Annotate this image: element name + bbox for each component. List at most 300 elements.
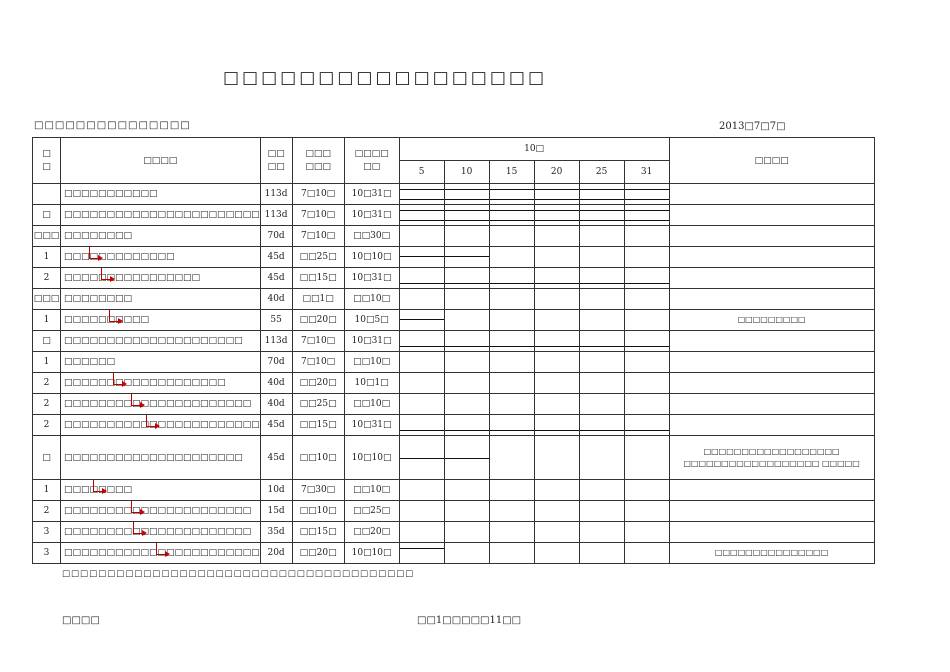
header-duration: □□ □□ xyxy=(260,138,292,184)
gantt-bar xyxy=(400,319,444,320)
remarks xyxy=(669,352,874,373)
dependency-arrow-icon xyxy=(156,549,170,559)
gantt-cell xyxy=(444,247,489,268)
start-date: □□25□ xyxy=(292,394,344,415)
gantt-cell xyxy=(579,543,624,564)
gantt-cell xyxy=(534,436,579,480)
gantt-cell xyxy=(579,226,624,247)
start-date: 7□10□ xyxy=(292,184,344,205)
gantt-cell xyxy=(534,268,579,289)
task-name: □□□□□□□□□□□□□ xyxy=(64,252,175,262)
gantt-cell xyxy=(579,352,624,373)
start-date: □□20□ xyxy=(292,310,344,331)
table-row xyxy=(33,310,875,331)
row-number: 1 xyxy=(33,352,61,373)
remarks xyxy=(669,373,874,394)
dependency-arrow-icon xyxy=(131,507,145,517)
start-date: 7□10□ xyxy=(292,331,344,352)
footer-left: □□□□ xyxy=(62,615,100,626)
task-name: □□□□□□□□ xyxy=(64,294,133,304)
end-date: 10□31□ xyxy=(344,331,399,352)
dependency-arrow-icon xyxy=(113,379,127,389)
duration: 113d xyxy=(260,205,292,226)
gantt-bar xyxy=(400,548,444,549)
header-end: □□□□ □□ xyxy=(344,138,399,184)
gantt-cell xyxy=(534,480,579,501)
task-name-cell xyxy=(61,184,261,205)
task-name: □□□□□□□□□□□ xyxy=(64,189,158,199)
duration: 70d xyxy=(260,226,292,247)
gantt-cell xyxy=(579,331,624,352)
gantt-cell xyxy=(399,480,444,501)
task-name: □□□□□□□□□□ xyxy=(64,315,150,325)
gantt-cell xyxy=(489,352,534,373)
header-name: □□□□ xyxy=(61,138,261,184)
start-date: □□20□ xyxy=(292,543,344,564)
gantt-cell xyxy=(624,373,669,394)
gantt-bar xyxy=(580,210,624,211)
gantt-bar xyxy=(445,430,489,431)
end-date: 10□31□ xyxy=(344,205,399,226)
gantt-bar xyxy=(535,346,579,347)
gantt-cell xyxy=(624,480,669,501)
remarks xyxy=(669,480,874,501)
row-number: 3 xyxy=(33,522,61,543)
gantt-cell xyxy=(624,501,669,522)
gantt-bar xyxy=(580,283,624,284)
start-date: □□15□ xyxy=(292,415,344,436)
row-number: □□□ xyxy=(33,289,61,310)
table-row xyxy=(33,331,875,352)
end-date: □□20□ xyxy=(344,522,399,543)
remarks: □□□□□□□□□ xyxy=(669,310,874,331)
end-date: 10□31□ xyxy=(344,184,399,205)
gantt-cell xyxy=(399,184,444,205)
gantt-cell xyxy=(444,268,489,289)
gantt-cell xyxy=(579,394,624,415)
gantt-cell xyxy=(489,436,534,480)
gantt-bar xyxy=(445,346,489,347)
row-number: □□□ xyxy=(33,226,61,247)
gantt-bar xyxy=(445,210,489,211)
gantt-cell xyxy=(579,373,624,394)
gantt-cell xyxy=(444,394,489,415)
remarks xyxy=(669,205,874,226)
gantt-cell xyxy=(534,501,579,522)
header-day: 20 xyxy=(534,161,579,184)
table-row xyxy=(33,501,875,522)
gantt-cell xyxy=(624,268,669,289)
gantt-cell xyxy=(489,394,534,415)
gantt-bar xyxy=(625,346,669,347)
row-number: 2 xyxy=(33,268,61,289)
start-date: □□1□ xyxy=(292,289,344,310)
gantt-bar xyxy=(490,199,534,200)
gantt-cell xyxy=(624,184,669,205)
gantt-cell xyxy=(399,310,444,331)
gantt-cell xyxy=(489,480,534,501)
start-date: 7□30□ xyxy=(292,480,344,501)
start-date: □□25□ xyxy=(292,247,344,268)
table-row xyxy=(33,289,875,310)
remarks xyxy=(669,247,874,268)
gantt-cell xyxy=(534,415,579,436)
gantt-cell xyxy=(579,480,624,501)
gantt-cell xyxy=(444,480,489,501)
gantt-cell xyxy=(399,373,444,394)
gantt-cell xyxy=(444,415,489,436)
gantt-cell xyxy=(534,247,579,268)
gantt-cell xyxy=(534,289,579,310)
table-row xyxy=(33,352,875,373)
duration: 45d xyxy=(260,268,292,289)
gantt-cell xyxy=(399,394,444,415)
start-date: 7□10□ xyxy=(292,226,344,247)
dependency-arrow-icon xyxy=(109,316,123,326)
start-date: □□10□ xyxy=(292,501,344,522)
gantt-cell xyxy=(534,184,579,205)
gantt-bar xyxy=(400,210,444,211)
gantt-cell xyxy=(624,331,669,352)
end-date: 10□31□ xyxy=(344,415,399,436)
gantt-bar xyxy=(400,189,444,190)
task-name-cell xyxy=(61,268,261,289)
task-name-cell xyxy=(61,205,261,226)
gantt-cell xyxy=(444,436,489,480)
gantt-cell xyxy=(399,268,444,289)
table-row xyxy=(33,415,875,436)
gantt-cell xyxy=(624,226,669,247)
gantt-bar xyxy=(580,430,624,431)
gantt-cell xyxy=(534,352,579,373)
table-row xyxy=(33,543,875,564)
gantt-cell xyxy=(444,184,489,205)
row-number: 2 xyxy=(33,373,61,394)
task-name-cell xyxy=(61,436,261,480)
document-date: 2013□7□7□ xyxy=(719,121,786,132)
duration: 10d xyxy=(260,480,292,501)
gantt-cell xyxy=(579,310,624,331)
table-row xyxy=(33,226,875,247)
gantt-bar xyxy=(400,283,444,284)
gantt-bar xyxy=(625,210,669,211)
task-name-cell xyxy=(61,247,261,268)
end-date: 10□1□ xyxy=(344,373,399,394)
remarks xyxy=(669,394,874,415)
gantt-cell xyxy=(579,268,624,289)
end-date: 10□10□ xyxy=(344,247,399,268)
task-name: □□□□□□□□□□□□□□□□□□□□□□□ xyxy=(64,420,260,430)
task-name: □□□□□□□□□□□□□□□□□□□□□□□ xyxy=(64,548,260,558)
remarks xyxy=(669,522,874,543)
footnote: □□□□□□□□□□□□□□□□□□□□□□□□□□□□□□□□□□□□□□□ xyxy=(62,569,415,579)
gantt-cell xyxy=(399,205,444,226)
task-name: □□□□□□□□□□□□□□□□□□□□□□□ xyxy=(64,210,260,220)
duration: 45d xyxy=(260,436,292,480)
row-number: 2 xyxy=(33,501,61,522)
gantt-cell xyxy=(444,226,489,247)
gantt-cell xyxy=(624,522,669,543)
gantt-cell xyxy=(624,543,669,564)
gantt-bar xyxy=(445,199,489,200)
gantt-bar xyxy=(490,430,534,431)
company-subheader: □□□□□□□□□□□□□□□ xyxy=(34,120,191,131)
gantt-bar xyxy=(580,220,624,221)
gantt-bar xyxy=(535,210,579,211)
dependency-arrow-icon xyxy=(131,400,145,410)
remarks xyxy=(669,331,874,352)
gantt-bar xyxy=(445,256,489,257)
row-number: 2 xyxy=(33,415,61,436)
gantt-cell xyxy=(489,289,534,310)
gantt-bar xyxy=(400,220,444,221)
table-row xyxy=(33,480,875,501)
task-name: □□□□□□ xyxy=(64,357,116,367)
gantt-bar xyxy=(625,199,669,200)
gantt-bar xyxy=(535,283,579,284)
gantt-cell xyxy=(399,415,444,436)
gantt-cell xyxy=(579,415,624,436)
remarks: □□□□□□□□□□□□□□□□□□ □□□□□□□□□□□□□□□□□□ □□□□□ xyxy=(669,436,874,480)
gantt-cell xyxy=(444,352,489,373)
gantt-bar xyxy=(400,346,444,347)
row-number: □ xyxy=(33,436,61,480)
duration: 113d xyxy=(260,184,292,205)
gantt-cell xyxy=(534,394,579,415)
task-name: □□□□□□□□□□□□□□□□□□□□□ xyxy=(64,452,243,463)
gantt-cell xyxy=(489,184,534,205)
row-number: 1 xyxy=(33,480,61,501)
gantt-bar xyxy=(490,346,534,347)
end-date: □□10□ xyxy=(344,480,399,501)
gantt-cell xyxy=(624,352,669,373)
duration: 55 xyxy=(260,310,292,331)
gantt-cell xyxy=(399,289,444,310)
gantt-cell xyxy=(489,268,534,289)
start-date: □□20□ xyxy=(292,373,344,394)
end-date: □□30□ xyxy=(344,226,399,247)
gantt-bar xyxy=(535,189,579,190)
gantt-bar xyxy=(445,283,489,284)
gantt-cell xyxy=(489,415,534,436)
gantt-cell xyxy=(489,522,534,543)
task-name-cell xyxy=(61,373,261,394)
row-number xyxy=(33,184,61,205)
gantt-bar xyxy=(490,283,534,284)
gantt-cell xyxy=(534,522,579,543)
duration: 20d xyxy=(260,543,292,564)
row-number: □ xyxy=(33,205,61,226)
dependency-arrow-icon xyxy=(93,486,107,496)
gantt-cell xyxy=(444,522,489,543)
remarks xyxy=(669,226,874,247)
task-name: □□□□□□□□ xyxy=(64,485,133,495)
start-date: □□15□ xyxy=(292,522,344,543)
end-date: 10□5□ xyxy=(344,310,399,331)
end-date: □□10□ xyxy=(344,352,399,373)
task-name-cell xyxy=(61,480,261,501)
gantt-cell xyxy=(489,373,534,394)
remarks xyxy=(669,184,874,205)
gantt-bar xyxy=(580,199,624,200)
gantt-cell xyxy=(399,352,444,373)
gantt-cell xyxy=(444,331,489,352)
remarks: □□□□□□□□□□□□□□□ xyxy=(669,543,874,564)
gantt-cell xyxy=(444,373,489,394)
gantt-cell xyxy=(444,205,489,226)
header-month: 10□ xyxy=(399,138,669,161)
header-start: □□□ □□□ xyxy=(292,138,344,184)
gantt-bar xyxy=(625,283,669,284)
task-name: □□□□□□□□□□□□□□□□ xyxy=(64,273,201,283)
task-name: □□□□□□□□□□□□□□□□□□□□□ xyxy=(64,336,243,346)
gantt-bar xyxy=(535,199,579,200)
remarks xyxy=(669,268,874,289)
duration: 40d xyxy=(260,373,292,394)
header-day: 31 xyxy=(624,161,669,184)
duration: 40d xyxy=(260,394,292,415)
gantt-cell xyxy=(489,247,534,268)
start-date: □□15□ xyxy=(292,268,344,289)
gantt-cell xyxy=(624,436,669,480)
gantt-cell xyxy=(579,205,624,226)
gantt-cell xyxy=(489,331,534,352)
duration: 40d xyxy=(260,289,292,310)
table-row xyxy=(33,205,875,226)
gantt-cell xyxy=(579,247,624,268)
header-no: □ □ xyxy=(33,138,61,184)
page-number: □□1□□□□□11□□ xyxy=(417,615,522,626)
gantt-cell xyxy=(399,501,444,522)
gantt-cell xyxy=(579,436,624,480)
gantt-bar xyxy=(625,430,669,431)
gantt-cell xyxy=(489,226,534,247)
gantt-bar xyxy=(445,458,489,459)
schedule-table xyxy=(32,137,875,564)
gantt-bar xyxy=(625,220,669,221)
gantt-bar xyxy=(580,346,624,347)
dependency-arrow-icon xyxy=(101,274,115,284)
table-row xyxy=(33,268,875,289)
gantt-cell xyxy=(534,226,579,247)
gantt-bar xyxy=(535,220,579,221)
duration: 45d xyxy=(260,247,292,268)
header-day: 5 xyxy=(399,161,444,184)
task-name-cell xyxy=(61,394,261,415)
gantt-cell xyxy=(624,415,669,436)
gantt-cell xyxy=(624,247,669,268)
duration: 15d xyxy=(260,501,292,522)
gantt-cell xyxy=(534,543,579,564)
duration: 45d xyxy=(260,415,292,436)
start-date: 7□10□ xyxy=(292,352,344,373)
gantt-cell xyxy=(444,289,489,310)
dependency-arrow-icon xyxy=(89,253,103,263)
gantt-cell xyxy=(534,310,579,331)
gantt-cell xyxy=(489,501,534,522)
gantt-cell xyxy=(489,205,534,226)
dependency-arrow-icon xyxy=(133,528,147,538)
end-date: □□10□ xyxy=(344,289,399,310)
header-day: 15 xyxy=(489,161,534,184)
gantt-cell xyxy=(579,184,624,205)
remarks xyxy=(669,501,874,522)
table-row xyxy=(33,247,875,268)
remarks xyxy=(669,415,874,436)
table-row xyxy=(33,373,875,394)
task-name-cell xyxy=(61,352,261,373)
task-name-cell xyxy=(61,415,261,436)
gantt-cell xyxy=(624,394,669,415)
table-row xyxy=(33,394,875,415)
gantt-cell xyxy=(579,501,624,522)
gantt-cell xyxy=(399,226,444,247)
task-name-cell xyxy=(61,289,261,310)
start-date: □□10□ xyxy=(292,436,344,480)
task-name-cell xyxy=(61,226,261,247)
duration: 70d xyxy=(260,352,292,373)
gantt-cell xyxy=(624,289,669,310)
row-number: 1 xyxy=(33,310,61,331)
gantt-cell xyxy=(534,331,579,352)
task-name: □□□□□□□□□□□□□□□□□□□□□□ xyxy=(64,399,252,409)
header-remarks: □□□□ xyxy=(669,138,874,184)
gantt-bar xyxy=(400,256,444,257)
gantt-cell xyxy=(489,310,534,331)
dependency-arrow-icon xyxy=(146,421,160,431)
task-name-cell xyxy=(61,543,261,564)
task-name: □□□□□□□□□□□□□□□□□□□□□□ xyxy=(64,527,252,537)
gantt-bar xyxy=(535,430,579,431)
gantt-bar xyxy=(400,430,444,431)
task-name-cell xyxy=(61,331,261,352)
table-row xyxy=(33,522,875,543)
gantt-bar xyxy=(490,210,534,211)
gantt-bar xyxy=(490,220,534,221)
task-name-cell xyxy=(61,310,261,331)
task-name-cell xyxy=(61,501,261,522)
row-number: 2 xyxy=(33,394,61,415)
gantt-cell xyxy=(579,522,624,543)
table-row xyxy=(33,184,875,205)
gantt-cell xyxy=(399,436,444,480)
gantt-bar xyxy=(625,189,669,190)
gantt-bar xyxy=(445,220,489,221)
task-name: □□□□□□□□ xyxy=(64,231,133,241)
end-date: 10□10□ xyxy=(344,543,399,564)
header-day: 10 xyxy=(444,161,489,184)
gantt-cell xyxy=(399,331,444,352)
duration: 35d xyxy=(260,522,292,543)
gantt-cell xyxy=(534,205,579,226)
gantt-cell xyxy=(399,543,444,564)
start-date: 7□10□ xyxy=(292,205,344,226)
document-title: □□□□□□□□□□□□□□□□□ xyxy=(222,68,548,88)
task-name: □□□□□□□□□□□□□□□□□□□□□□ xyxy=(64,506,252,516)
row-number: 3 xyxy=(33,543,61,564)
gantt-cell xyxy=(579,289,624,310)
gantt-cell xyxy=(399,247,444,268)
gantt-cell xyxy=(489,543,534,564)
end-date: 10□31□ xyxy=(344,268,399,289)
header-day: 25 xyxy=(579,161,624,184)
duration: 113d xyxy=(260,331,292,352)
gantt-cell xyxy=(624,310,669,331)
end-date: □□10□ xyxy=(344,394,399,415)
gantt-bar xyxy=(400,458,444,459)
gantt-bar xyxy=(445,189,489,190)
gantt-cell xyxy=(624,205,669,226)
